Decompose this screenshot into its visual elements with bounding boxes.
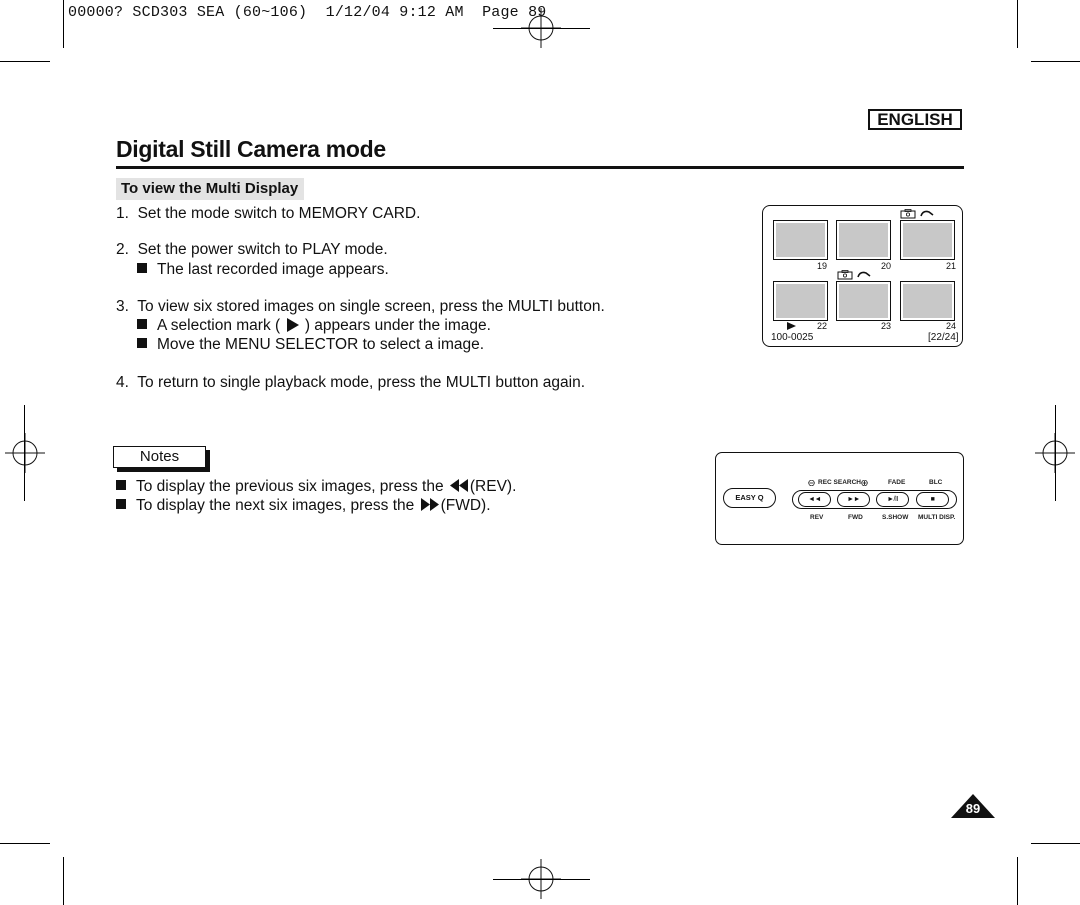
crop-mark	[1017, 857, 1018, 905]
thumbnail-number: 24	[946, 321, 957, 331]
stop-button: ■	[916, 492, 949, 507]
thumbnail	[900, 220, 955, 260]
folder-number: 100-0025	[771, 332, 814, 343]
step-text: Set the power switch to PLAY mode.	[137, 241, 388, 258]
crop-mark	[0, 843, 50, 844]
crop-mark	[63, 857, 64, 905]
thumbnail	[836, 220, 891, 260]
step-number: 3.	[116, 298, 129, 315]
crop-mark	[24, 405, 25, 501]
protect-icon	[837, 270, 873, 280]
bullet-item	[137, 336, 484, 354]
bullet-text: The last recorded image appears.	[157, 261, 389, 278]
s-show-label: S.SHOW	[882, 514, 909, 521]
crop-mark	[0, 61, 50, 62]
square-bullet-icon	[137, 319, 147, 329]
image-counter: [22/24]	[928, 332, 959, 343]
square-bullet-icon	[116, 480, 126, 490]
registration-mark-icon	[5, 433, 45, 473]
bullet-text: Move the MENU SELECTOR to select a image.	[157, 336, 485, 353]
lcd-multi-display-illustration	[762, 205, 963, 347]
selection-mark-icon	[787, 322, 796, 330]
note-text: To display the previous six images, press the	[136, 478, 444, 495]
fast-forward-icon	[421, 498, 439, 511]
thumbnail-number: 19	[817, 261, 828, 271]
crop-mark	[493, 879, 590, 880]
thumbnail	[773, 281, 828, 321]
page-number-badge	[951, 794, 995, 818]
note-item	[116, 497, 491, 515]
note-text: (REV).	[469, 478, 517, 495]
play-pause-button: ►/II	[876, 492, 909, 507]
step-number: 4.	[116, 374, 129, 391]
square-bullet-icon	[137, 263, 147, 273]
bullet-text: ) appears under the image.	[304, 317, 491, 334]
crop-mark	[493, 28, 590, 29]
note-item	[116, 478, 516, 496]
multi-disp-label: MULTI DISP.	[918, 514, 956, 521]
crop-mark	[63, 0, 64, 48]
bullet-item	[137, 317, 491, 335]
bullet-text: A selection mark (	[157, 317, 281, 334]
rev-label: REV	[810, 514, 824, 521]
fwd-button: ►►	[837, 492, 870, 507]
button-panel-illustration	[715, 452, 964, 545]
thumbnail	[900, 281, 955, 321]
bullet-item	[137, 261, 389, 279]
thumbnail-number: 22	[817, 321, 828, 331]
rev-button: ◄◄	[798, 492, 831, 507]
minus-icon	[808, 480, 815, 486]
square-bullet-icon	[137, 338, 147, 348]
page-number: 89	[965, 801, 981, 816]
page-title: Digital Still Camera mode	[116, 136, 386, 162]
step-text: To return to single playback mode, press the MULTI button again.	[137, 374, 586, 391]
note-text: (FWD).	[440, 497, 491, 514]
selection-mark-icon	[287, 318, 299, 332]
fwd-label: FWD	[848, 514, 863, 521]
step-3	[116, 298, 605, 316]
rec-search-label: REC SEARCH	[818, 479, 861, 486]
plus-icon	[861, 480, 868, 486]
blc-label: BLC	[929, 479, 943, 486]
step-number: 2.	[116, 241, 129, 258]
step-1	[116, 205, 420, 223]
step-text: To view six stored images on single screen, press the MULTI button.	[137, 298, 605, 315]
crop-mark	[1031, 843, 1080, 844]
step-number: 1.	[116, 205, 129, 222]
crop-mark	[1017, 0, 1018, 48]
protect-icon	[900, 209, 936, 219]
note-text: To display the next six images, press the	[136, 497, 415, 514]
section-heading: To view the Multi Display	[116, 178, 304, 200]
easy-q-button: EASY Q	[723, 488, 776, 508]
square-bullet-icon	[116, 499, 126, 509]
fade-label: FADE	[888, 479, 906, 486]
crop-mark	[1055, 405, 1056, 501]
thumbnail-number: 20	[881, 261, 892, 271]
thumbnail	[773, 220, 828, 260]
title-divider	[116, 166, 964, 169]
print-header: 00000? SCD303 SEA (60~106) 1/12/04 9:12 AM Page 89	[68, 4, 547, 21]
step-text: Set the mode switch to MEMORY CARD.	[137, 205, 421, 222]
thumbnail-number: 21	[946, 261, 957, 271]
language-badge: ENGLISH	[868, 109, 962, 130]
notes-label: Notes	[113, 446, 206, 468]
rewind-icon	[450, 479, 468, 492]
thumbnail-number: 23	[881, 321, 892, 331]
step-2	[116, 241, 388, 259]
crop-mark	[1031, 61, 1080, 62]
step-4	[116, 374, 585, 392]
thumbnail	[836, 281, 891, 321]
